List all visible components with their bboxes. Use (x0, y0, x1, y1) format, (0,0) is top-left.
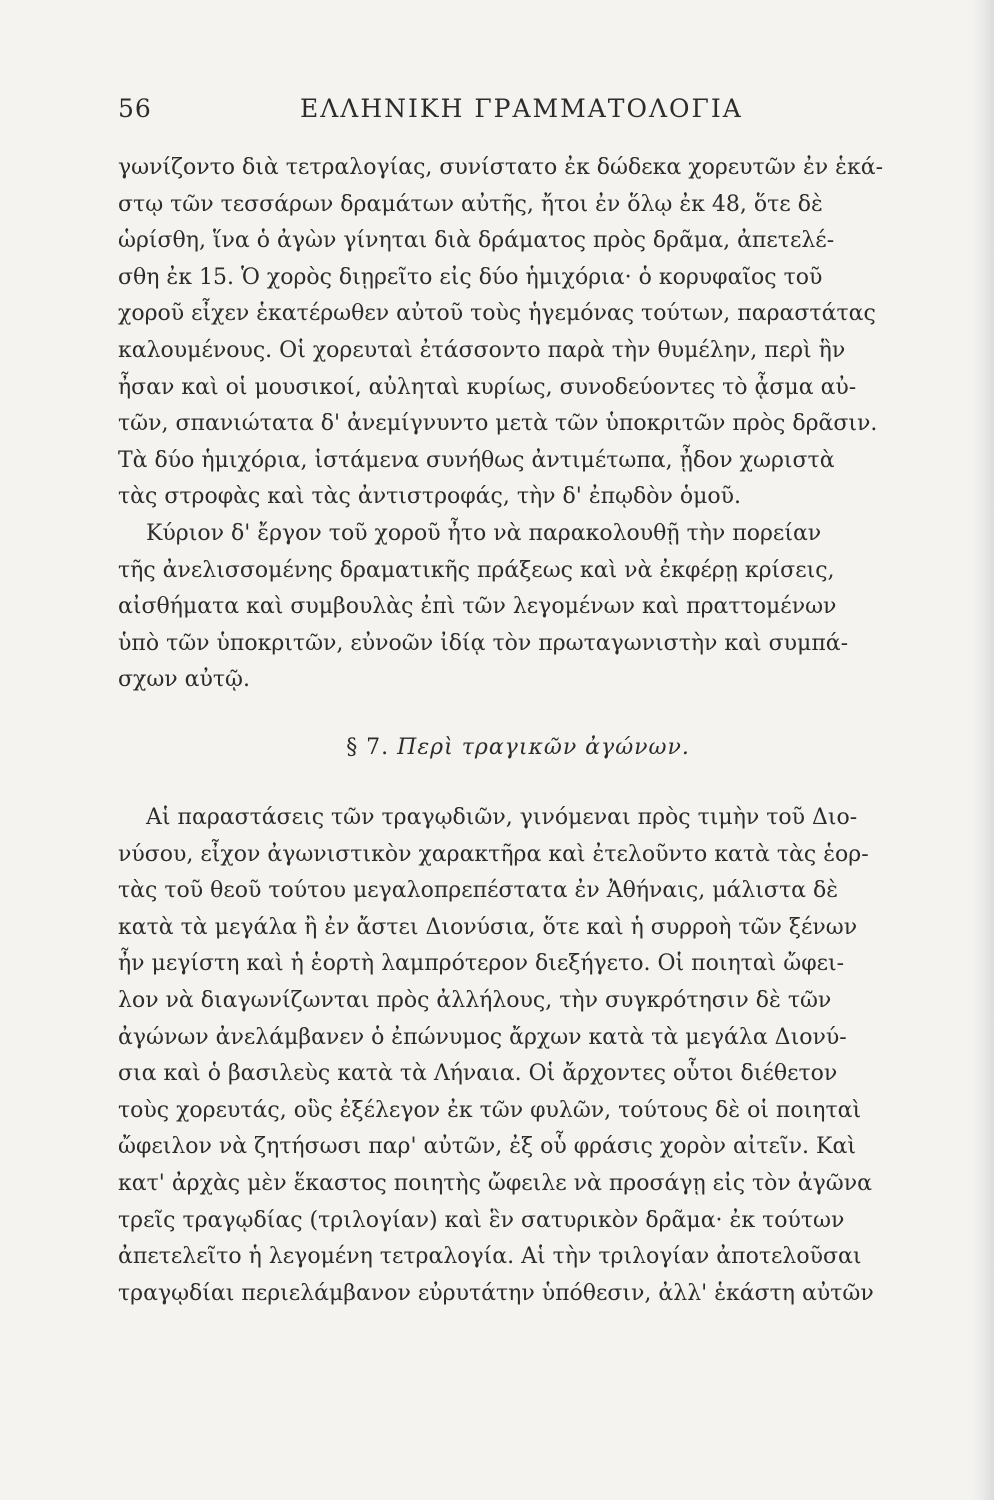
section-heading (118, 735, 918, 760)
text-line: τοὺς χορευτάς, οὓς ἐξέλεγον ἐκ τῶν φυλῶν, τούτους δὲ οἱ ποιηταὶ (118, 1097, 862, 1123)
text-line: ὡρίσθη, ἵνα ὁ ἀγὼν γίνηται διὰ δράματος πρὸς δρᾶμα, ἀπετελέ- (118, 228, 835, 254)
text-line: κατὰ τὰ μεγάλα ἢ ἐν ἄστει Διονύσια, ὅτε καὶ ἡ συρροὴ τῶν ξένων (118, 914, 858, 940)
lower-text-block (118, 800, 918, 1312)
text-line: Αἱ παραστάσεις τῶν τραγῳδιῶν, γινόμεναι πρὸς τιμὴν τοῦ Διο- (146, 805, 858, 830)
text-line: στῳ τῶν τεσσάρων δραμάτων αὐτῆς, ἤτοι ἐν ὅλῳ ἐκ 48, ὅτε δὲ (118, 191, 823, 217)
text-line: σχων αὐτῷ. (118, 667, 250, 693)
text-line: τῶν, σπανιώτατα δ' ἀνεμίγνυντο μετὰ τῶν ὑποκριτῶν πρὸς δρᾶσιν. (118, 411, 878, 437)
text-line: λον νὰ διαγωνίζωνται πρὸς ἀλλήλους, τὴν συγκρότησιν δὲ τῶν (118, 987, 832, 1013)
text-line: γωνίζοντο διὰ τετραλογίας, συνίστατο ἐκ δώδεκα χορευτῶν ἐν ἑκά- (118, 155, 884, 180)
text-line: ἀγώνων ἀνελάμβανεν ὁ ἐπώνυμος ἄρχων κατὰ τὰ μεγάλα Διονύ- (118, 1024, 847, 1050)
text-line: Τὰ δύο ἡμιχόρια, ἱστάμενα συνήθως ἀντιμέτωπα, ᾖδον χωριστὰ (118, 447, 835, 473)
page-header (118, 94, 918, 134)
text-line: αἰσθήματα καὶ συμβουλὰς ἐπὶ τῶν λεγομένων καὶ πραττομένων (118, 594, 837, 620)
text-line: ἦν μεγίστη καὶ ἡ ἑορτὴ λαμπρότερον διεξήγετο. Οἱ ποιηταὶ ὤφει- (118, 951, 845, 977)
text-line: χοροῦ εἶχεν ἑκατέρωθεν αὐτοῦ τοὺς ἡγεμόνας τούτων, παραστάτας (118, 301, 876, 327)
section-marker: § 7. (346, 735, 390, 760)
scan-edge-shadow (972, 0, 994, 1500)
text-line: σια καὶ ὁ βασιλεὺς κατὰ τὰ Λήναια. Οἱ ἄρχοντες οὗτοι διέθετον (118, 1061, 838, 1087)
text-line: ἦσαν καὶ οἱ μουσικοί, αὐληταὶ κυρίως, συνοδεύοντες τὸ ᾆσμα αὐ- (118, 374, 857, 400)
text-line: Κύριον δ' ἔργον τοῦ χοροῦ ἦτο νὰ παρακολουθῇ τὴν πορείαν (146, 520, 822, 546)
text-line: ἀπετελεῖτο ἡ λεγομένη τετραλογία. Αἱ τὴν τριλογίαν ἀποτελοῦσαι (118, 1244, 862, 1270)
text-line: τὰς τοῦ θεοῦ τούτου μεγαλοπρεπέστατα ἐν Ἀθήναις, μάλιστα δὲ (118, 878, 839, 904)
text-line: καλουμένους. Οἱ χορευταὶ ἐτάσσοντο παρὰ τὴν θυμέλην, περὶ ἣν (118, 337, 846, 363)
text-line: σθη ἐκ 15. Ὁ χορὸς διῃρεῖτο εἰς δύο ἡμιχόρια· ὁ κορυφαῖος τοῦ (118, 264, 823, 290)
section-title: Περὶ τραγικῶν ἀγώνων. (397, 735, 690, 760)
text-line: ὑπὸ τῶν ὑποκριτῶν, εὐνοῶν ἰδίᾳ τὸν πρωταγωνιστὴν καὶ συμπά- (118, 630, 849, 656)
upper-text-block (118, 150, 918, 699)
text-line: νύσου, εἶχον ἀγωνιστικὸν χαρακτῆρα καὶ ἐτελοῦντο κατὰ τὰς ἑορ- (118, 841, 869, 867)
text-line: τῆς ἀνελισσομένης δραματικῆς πράξεως καὶ νὰ ἐκφέρῃ κρίσεις, (118, 557, 835, 583)
text-line: κατ' ἀρχὰς μὲν ἕκαστος ποιητὴς ὤφειλε νὰ προσάγῃ εἰς τὸν ἀγῶνα (118, 1170, 872, 1196)
text-line: τρεῖς τραγῳδίας (τριλογίαν) καὶ ἓν σατυρικὸν δρᾶμα· ἐκ τούτων (118, 1207, 845, 1233)
page-number: 56 (118, 94, 152, 123)
text-line: τραγῳδίαι περιελάμβανον εὐρυτάτην ὑπόθεσιν, ἀλλ' ἑκάστη αὐτῶν (118, 1280, 874, 1306)
running-title: ΕΛΛΗΝΙΚΗ ΓΡΑΜΜΑΤΟΛΟΓΙΑ (300, 94, 743, 123)
text-line: ὤφειλον νὰ ζητήσωσι παρ' αὐτῶν, ἐξ οὗ φράσις χορὸν αἰτεῖν. Καὶ (118, 1134, 856, 1160)
text-line: τὰς στροφὰς καὶ τὰς ἀντιστροφάς, τὴν δ' ἐπῳδὸν ὁμοῦ. (118, 484, 742, 510)
